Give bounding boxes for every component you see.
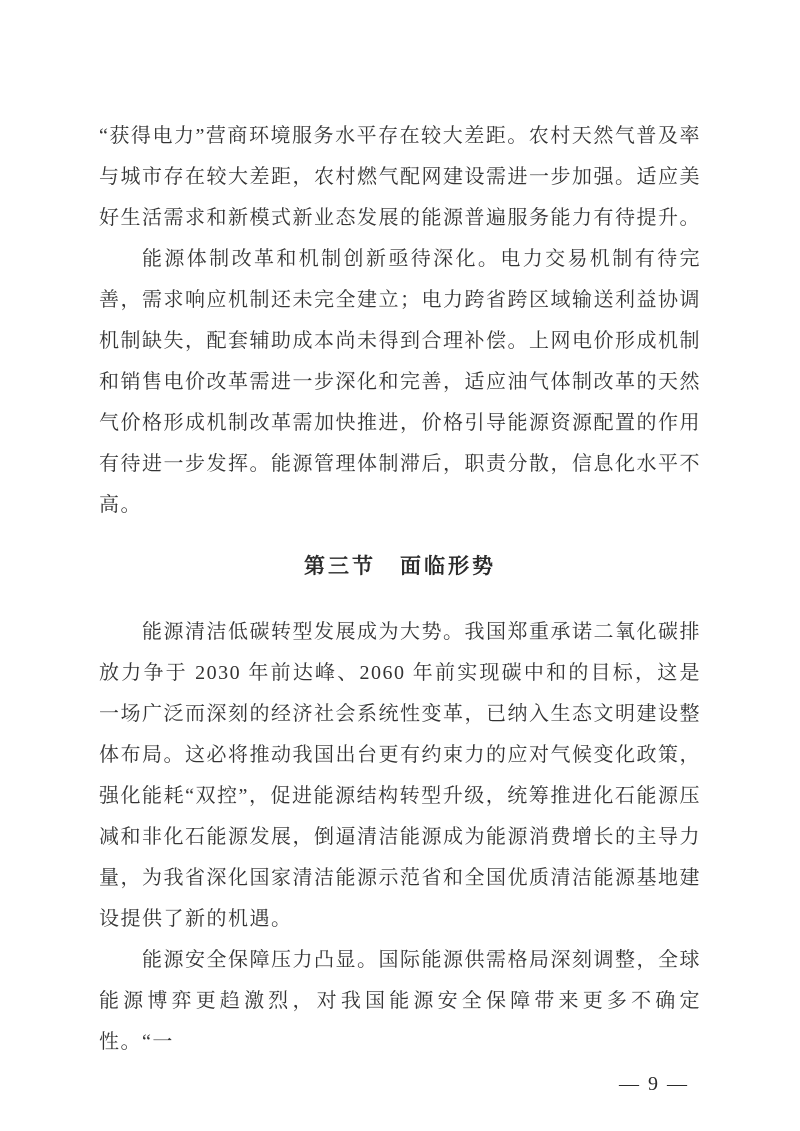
page-number: — 9 — bbox=[619, 1073, 689, 1095]
paragraph-energy-security: 能源安全保障压力凸显。国际能源供需格局深刻调整，全球能源博弈更趋激烈，对我国能源安全保障带来更多不确定性。“一 bbox=[99, 949, 701, 1053]
paragraph-universal-service: “获得电力”营商环境服务水平存在较大差距。农村天然气普及率与城市存在较大差距，农村燃气配网建设需进一步加强。适应美好生活需求和新模式新业态发展的能源普遍服务能力有待提升。 bbox=[99, 125, 701, 229]
paragraph-low-carbon-transition: 能源清洁低碳转型发展成为大势。我国郑重承诺二氧化碳排放力争于 2030 年前达峰、2060 年前实现碳中和的目标，这是一场广泛而深刻的经济社会系统性变革，已纳入生态文明建设整体布局。这必将推动我国出台更有约束力的应对气候变化政策，强化能耗“双控”，促进能源结构转型升级，统筹推进化石能源压减和非化石能源发展，倒逼清洁能源成为能源消费增长的主导力量，为我省深化国家清洁能源示范省和全国优质清洁能源基地建设提供了新的机遇。 bbox=[99, 621, 701, 930]
section-heading: 第三节 面临形势 bbox=[304, 554, 496, 578]
paragraph-system-reform: 能源体制改革和机制创新亟待深化。电力交易机制有待完善，需求响应机制还未完全建立；电力跨省跨区域输送利益协调机制缺失，配套辅助成本尚未得到合理补偿。上网电价形成机制和销售电价改革需进一步深化和完善，适应油气体制改革的天然气价格形成机制改革需加快推进，价格引导能源资源配置的作用有待进一步发挥。能源管理体制滞后，职责分散，信息化水平不高。 bbox=[99, 248, 701, 516]
